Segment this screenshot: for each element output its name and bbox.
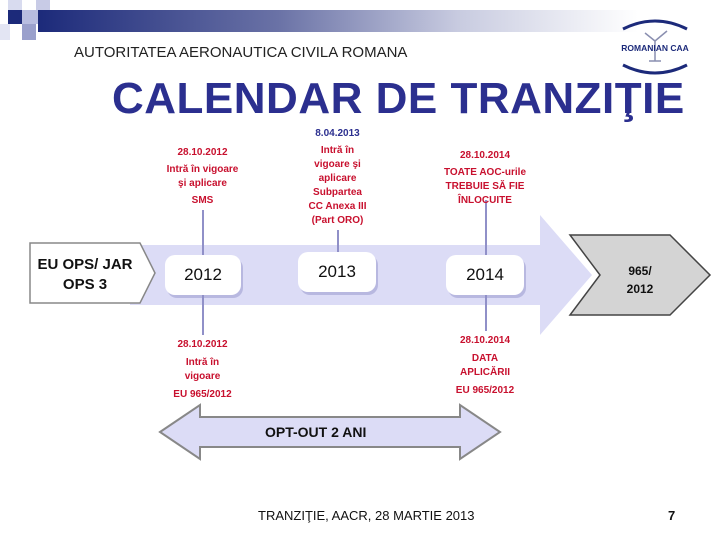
milestone-above-2013: 8.04.2013 Intră în vigoare şi aplicare Subpartea CC Anexa III (Part ORO) (308, 128, 367, 226)
connector-line (202, 210, 204, 255)
connector-line (337, 230, 339, 252)
page-number: 7 (668, 508, 676, 523)
organization-name: AUTORITATEA AERONAUTICA CIVILA ROMANA (74, 44, 408, 61)
milestone-above-2012: 28.10.2012 Intră în vigoare şi aplicare SMS (166, 147, 239, 206)
connector-line (485, 200, 487, 255)
footer-text: TRANZIŢIE, AACR, 28 MARTIE 2013 (258, 508, 475, 523)
connector-line (202, 295, 204, 335)
milestone-above-2014: 28.10.2014 TOATE AOC-urile TREBUIE SĂ FIE ÎNLOCUITE (443, 150, 527, 206)
start-box-label: EU OPS/ JAR OPS 3 (37, 256, 133, 293)
end-box-label: 965/ 2012 (626, 264, 654, 296)
year-2014: 2014 (446, 255, 524, 295)
year-2012: 2012 (165, 255, 241, 295)
year-2013: 2013 (298, 252, 376, 292)
connector-line (485, 295, 487, 331)
milestone-below-2014: 28.10.2014 DATA APLICĂRII EU 965/2012 (455, 335, 515, 396)
milestone-below-2012: 28.10.2012 Intră în vigoare EU 965/2012 (173, 339, 232, 400)
svg-text:ROMANIAN CAA: ROMANIAN CAA (621, 43, 689, 53)
page-title: CALENDAR DE TRANZIŢIE (112, 74, 685, 123)
opt-out-label: OPT-OUT 2 ANI (265, 424, 367, 440)
